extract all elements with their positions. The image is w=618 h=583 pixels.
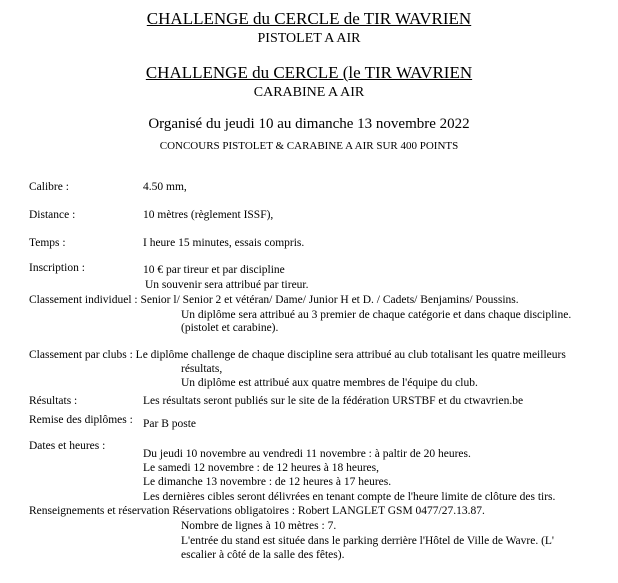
temps-value: I heure 15 minutes, essais compris. [143,237,305,249]
organisation-dates: Organisé du jeudi 10 au dimanche 13 novembre 2022 [148,116,470,132]
inscription-label: Inscription : [29,262,85,274]
remise-value: Par B poste [143,418,197,430]
calibre-label: Calibre : [29,181,69,193]
classement-individuel-line2: Un diplôme sera attribué au 3 premier de chaque catégorie et dans chaque discipline. [181,309,572,321]
renseignements-line1: Renseignements et réservation Réservations obligatoires : Robert LANGLET GSM 0477/27.13.87. [29,505,485,517]
inscription-fee: 10 € par tireur et par discipline [143,264,285,276]
temps-label: Temps : [29,237,66,249]
resultats-value: Les résultats seront publiés sur le site de la fédération URSTBF et du ctwavrien.be [143,395,524,407]
subtitle-pistolet: PISTOLET A AIR [257,31,361,46]
contest-description: CONCOURS PISTOLET & CARABINE A AIR SUR 400 POINTS [159,140,459,152]
title-carabine: CHALLENGE du CERCLE (le TIR WAVRIEN [145,63,473,82]
renseignements-line4: escalier à côté de la salle des fêtes). [181,549,345,561]
calibre-value: 4.50 mm, [143,181,187,193]
title-pistolet: CHALLENGE du CERCLE de TIR WAVRIEN [146,9,472,28]
renseignements-line2: Nombre de lignes à 10 mètres : 7. [181,520,337,532]
dates-heures-label: Dates et heures : [29,440,106,452]
inscription-souvenir: Un souvenir sera attribué par tireur. [145,279,309,291]
dates-line-1: Du jeudi 10 novembre au vendredi 11 novembre : à paltir de 20 heures. [143,448,471,460]
renseignements-line3: L'entrée du stand est située dans le parking derrière l'Hôtel de Ville de Wavre. (L' [181,535,554,547]
distance-label: Distance : [29,209,76,221]
distance-value: 10 mètres (règlement ISSF), [143,209,274,221]
classement-clubs-line2: résultats, [181,363,223,375]
dates-line-4: Les dernières cibles seront délivrées en tenant compte de l'heure limite de clôture des tirs. [143,491,556,503]
classement-clubs-line1: Classement par clubs : Le diplôme challenge de chaque discipline sera attribué au club totalisant les quatre meilleurs [29,349,566,361]
classement-clubs-line3: Un diplôme est attribué aux quatre membres de l'équipe du club. [181,377,478,389]
classement-individuel-line1: Classement individuel : Senior l/ Senior 2 et vétéran/ Dame/ Junior H et D. / Cadets/ Benjamins/ Poussins. [29,294,519,306]
remise-label: Remise des diplômes : [29,414,133,426]
resultats-label: Résultats : [29,395,78,407]
subtitle-carabine: CARABINE A AIR [253,85,365,100]
dates-line-2: Le samedi 12 novembre : de 12 heures à 18 heures, [143,462,379,474]
classement-individuel-line3: (pistolet et carabine). [181,322,279,334]
dates-line-3: Le dimanche 13 novembre : de 12 heures à 17 heures. [143,476,392,488]
